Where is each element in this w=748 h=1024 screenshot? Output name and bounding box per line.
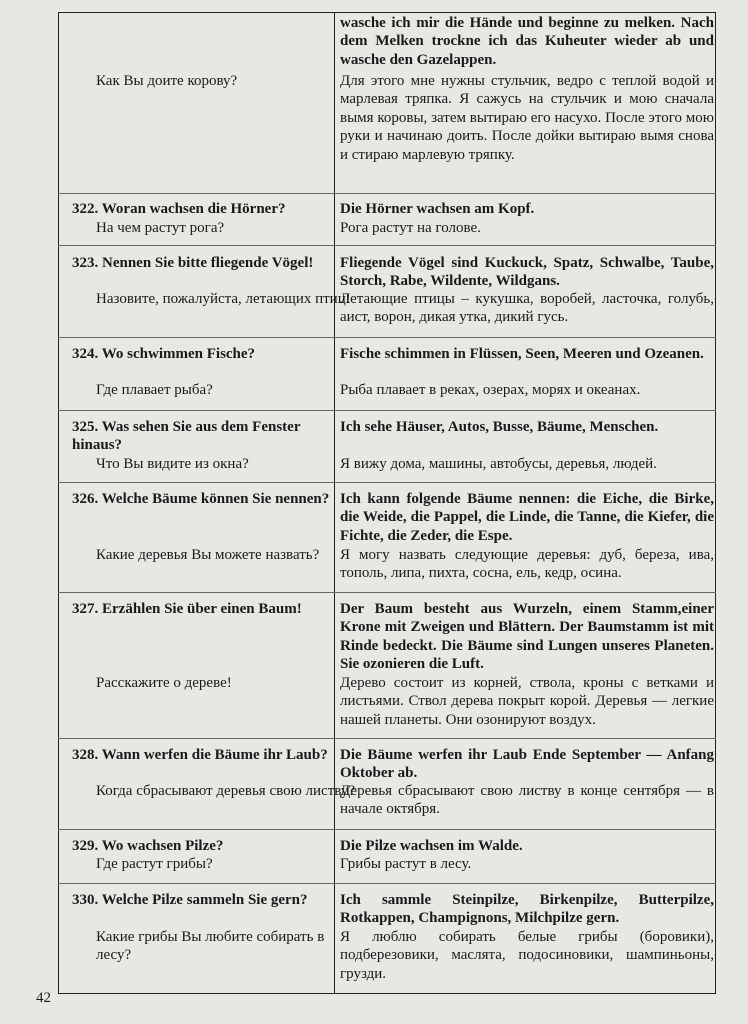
row-separator: [58, 193, 716, 194]
answer-325-ru: Я вижу дома, машины, автобусы, деревья, людей.: [340, 456, 657, 472]
question-327-de: 327. Erzählen Sie über einen Baum!: [72, 601, 302, 617]
answer-323-de: Fliegende Vögel sind Kuckuck, Spatz, Schwalbe, Taube, Storch, Rabe, Wildente, Wildgans.: [340, 255, 714, 290]
question-329-de: 329. Wo wachsen Pilze?: [72, 838, 224, 854]
answer-330-ru: Я люблю собирать белые грибы (боровики), подберезовики, маслята, подосиновики, шампиньоны, грузди.: [340, 929, 714, 982]
answer-326-de: Ich kann folgende Bäume nennen: die Eiche, die Birke, die Weide, die Pappel, die Linde, die Tanne, die Kiefer, die Fichte, die Zeder, die Espe.: [340, 491, 714, 544]
row-separator: [58, 738, 716, 739]
answer-330-de: Ich sammle Steinpilze, Birkenpilze, Butterpilze, Rotkappen, Champignons, Milchpilze gern.: [340, 892, 714, 927]
row-separator: [58, 482, 716, 483]
question-326-ru: Какие деревья Вы можете назвать?: [96, 547, 320, 563]
intro-question-ru: Как Вы доите корову?: [96, 73, 238, 89]
question-329-ru: Где растут грибы?: [96, 856, 213, 872]
answer-327-ru: Дерево состоит из корней, ствола, кроны с ветками и листьями. Ствол дерева покрыт корой. Деревья — легкие нашей планеты. Они озонируют воздух.: [340, 675, 714, 728]
answer-324-ru: Рыба плавает в реках, озерах, морях и океанах.: [340, 382, 641, 398]
answer-328-ru: Деревья сбрасывают свою листву в конце сентября — в начале октября.: [340, 783, 714, 818]
intro-answer-de: wasche ich mir die Hände und beginne zu melken. Nach dem Melken trockne ich das Kuheuter wieder ab und wasche den Gazelappen.: [340, 15, 714, 68]
answer-327-de: Der Baum besteht aus Wurzeln, einem Stamm,einer Krone mit Zweigen und Blättern. Der Baumstamm ist mit Rinde bedeckt. Die Bäume sind Lungen unseres Planeten. Sie ozonieren die Luft.: [340, 601, 714, 673]
question-323-ru: Назовите, пожалуйста, летающих птиц!: [96, 291, 351, 307]
question-324-de: 324. Wo schwimmen Fische?: [72, 346, 256, 362]
answer-328-de: Die Bäume werfen ihr Laub Ende September — Anfang Oktober ab.: [340, 747, 714, 782]
answer-322-de: Die Hörner wachsen am Kopf.: [340, 201, 535, 217]
question-322-ru: На чем растут рога?: [96, 220, 225, 236]
question-324-ru: Где плавает рыба?: [96, 382, 213, 398]
row-separator: [58, 592, 716, 593]
question-328-de: 328. Wann werfen die Bäume ihr Laub?: [72, 747, 328, 763]
row-separator: [58, 829, 716, 830]
answer-322-ru: Рога растут на голове.: [340, 220, 481, 236]
question-328-ru: Когда сбрасывают деревья свою листву?: [96, 783, 355, 799]
question-323-de: 323. Nennen Sie bitte fliegende Vögel!: [72, 255, 314, 271]
question-330-de: 330. Welche Pilze sammeln Sie gern?: [72, 892, 308, 908]
answer-329-de: Die Pilze wachsen im Walde.: [340, 838, 523, 854]
row-separator: [58, 410, 716, 411]
question-325-de: 325. Was sehen Sie aus dem Fenster hinaus?: [72, 419, 301, 454]
answer-325-de: Ich sehe Häuser, Autos, Busse, Bäume, Menschen.: [340, 419, 659, 435]
row-separator: [58, 245, 716, 246]
answer-323-ru: Летающие птицы – кукушка, воробей, ласточка, голубь, аист, ворон, дикая утка, дикий гусь.: [340, 291, 714, 326]
question-330-ru: Какие грибы Вы любите собирать в лесу?: [96, 929, 325, 964]
intro-answer-ru: Для этого мне нужны стульчик, ведро с теплой водой и марлевая тряпка. Я сажусь на стульчик и мою сначала вымя коровы, затем вытираю его насухо. После этого мою руки и начинаю доить. После дойки вытираю вымя снова и стираю марлевую тряпку.: [340, 73, 714, 163]
question-326-de: 326. Welche Bäume können Sie nennen?: [72, 491, 330, 507]
answer-326-ru: Я могу назвать следующие деревья: дуб, береза, ива, тополь, липа, пихта, сосна, ель, кедр, осина.: [340, 547, 714, 582]
question-325-ru: Что Вы видите из окна?: [96, 456, 249, 472]
answer-329-ru: Грибы растут в лесу.: [340, 856, 472, 872]
answer-324-de: Fische schimmen in Flüssen, Seen, Meeren und Ozeanen.: [340, 346, 704, 362]
row-separator: [58, 337, 716, 338]
row-separator: [58, 883, 716, 884]
question-327-ru: Расскажите о дереве!: [96, 675, 232, 691]
column-divider: [334, 12, 335, 994]
question-322-de: 322. Woran wachsen die Hörner?: [72, 201, 286, 217]
page-number: 42: [36, 990, 51, 1006]
